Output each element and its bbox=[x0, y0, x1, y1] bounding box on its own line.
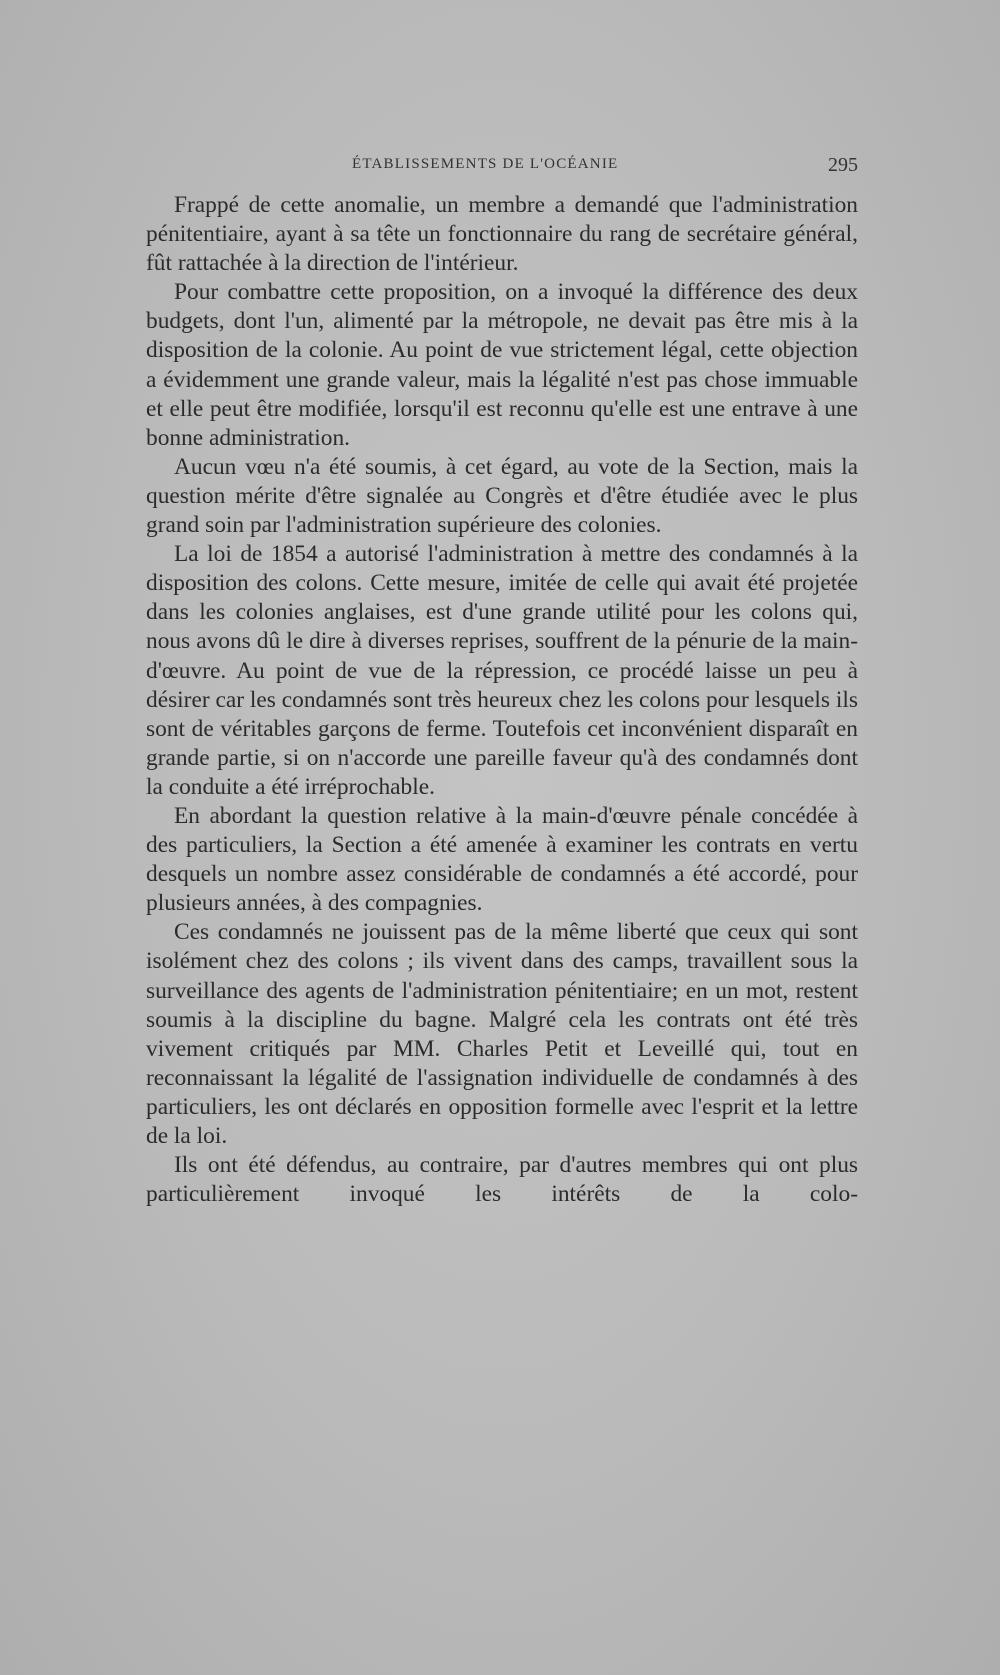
running-head bbox=[146, 156, 858, 182]
paragraph: En abordant la question relative à la main-d'œuvre pénale concédée à des particuliers, la Section a été amenée à examiner les contrats en vertu desquels un nombre assez considérable de condamnés a été accordé, pour plusieurs années, à des compagnies. bbox=[146, 802, 858, 917]
paragraph: Aucun vœu n'a été soumis, à cet égard, au vote de la Section, mais la question mérite d'être signalée au Congrès et d'être étudiée avec le plus grand soin par l'administration supérieure des colonies. bbox=[146, 453, 858, 539]
running-title: ÉTABLISSEMENTS DE L'OCÉANIE bbox=[352, 156, 619, 172]
page-number: 295 bbox=[828, 154, 858, 176]
paragraph: Frappé de cette anomalie, un membre a demandé que l'administration pénitentiaire, ayant à sa tête un fonctionnaire du rang de secrétaire général, fût rattachée à la direction de l'intérieur. bbox=[146, 192, 858, 277]
paragraph: Ces condamnés ne jouissent pas de la même liberté que ceux qui sont isolément chez des colons ; ils vivent dans des camps, travaillent sous la surveillance des agents de l'administration pénitentiaire; en un mot, restent soumis à la discipline du bagne. Malgré cela les contrats ont été très vivement critiqués par MM. Charles Petit et Leveillé qui, tout en reconnaissant la légalité de l'assignation individuelle de condamnés à des particuliers, les ont déclarés en opposition formelle avec l'esprit et la lettre de la loi. bbox=[146, 919, 858, 1149]
body-text bbox=[146, 191, 858, 1209]
paragraph: La loi de 1854 a autorisé l'administration à mettre des condamnés à la disposition des colons. Cette mesure, imitée de celle qui avait été projetée dans les colonies anglaises, est d'une grande utilité pour les colons qui, nous avons dû le dire à diverses reprises, souffrent de la pénurie de la main-d'œuvre. Au point de vue de la répression, ce procédé laisse un peu à désirer car les condamnés sont très heureux chez les colons pour lesquels ils sont de véritables garçons de ferme. Toutefois cet inconvénient disparaît en grande partie, si on n'accorde une pareille faveur qu'à des condamnés dont la conduite a été irréprochable. bbox=[146, 541, 858, 800]
paragraph: Pour combattre cette proposition, on a invoqué la différence des deux budgets, dont l'un, alimenté par la métropole, ne devait pas être mis à la disposition de la colonie. Au point de vue strictement légal, cette objection a évidemment une grande valeur, mais la légalité n'est pas chose immuable et elle peut être modifiée, lorsqu'il est reconnu qu'elle est une entrave à une bonne administration. bbox=[146, 279, 858, 451]
paragraph: Ils ont été défendus, au contraire, par d'autres membres qui ont plus particulièrement invoqué les intérêts de la colo- bbox=[146, 1152, 858, 1208]
